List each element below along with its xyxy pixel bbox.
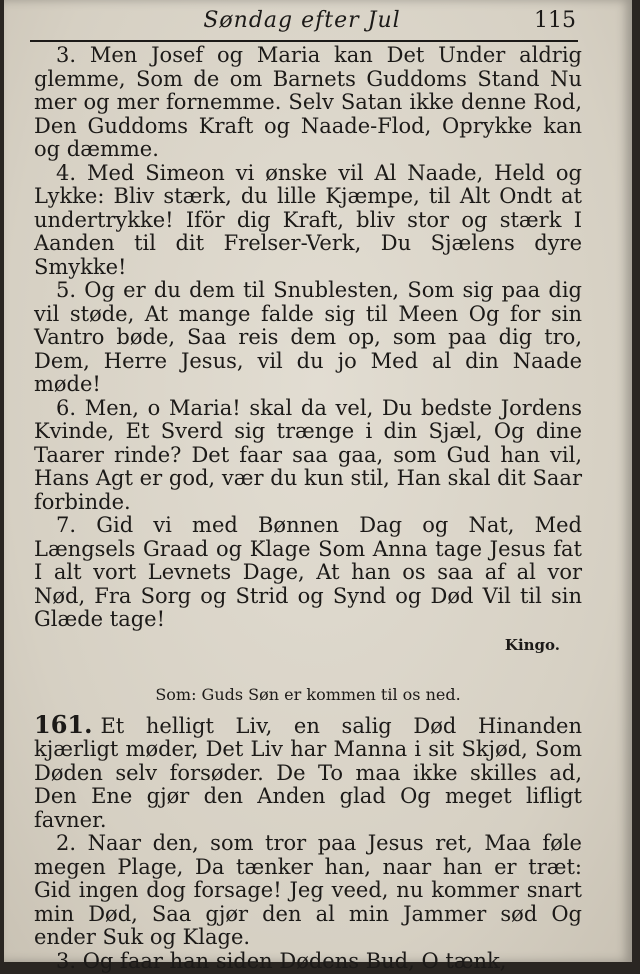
- book-page: [4, 0, 632, 973]
- hymn-161-verse-1: [34, 709, 582, 833]
- header-rule: [30, 40, 578, 42]
- page-body: [34, 44, 582, 974]
- verse: 5. Og er du dem til Snublesten, Som sig paa dig vil støde, At mange falde sig til Meen Og for sin Vantro bøde, Saa reis dem op, som paa dig tro, Dem, Herre Jesus, vil du jo Med al din Naade møde!: [34, 278, 582, 396]
- page-header: [28, 6, 576, 36]
- verse: 4. Med Simeon vi ønske vil Al Naade, Held og Lykke: Bliv stærk, du lille Kjæmpe, til Alt Ondt at undertrykke! Iför dig Kraft, bliv stor og stærk I Aanden til dit Frelser-Verk, Du Sjælens dyre Smykke!: [34, 160, 582, 279]
- page-number: 115: [534, 8, 576, 33]
- verse: 6. Men, o Maria! skal da vel, Du bedste Jordens Kvinde, Et Sverd sig trænge i din Sjæl, Og dine Taarer rinde? Det faar saa gaa, som Gud han vil, Hans Agt er god, vær du kun stil, Han skal dit Saar forbinde.: [34, 395, 582, 514]
- verse: 3. Og faar han siden Dødens Bud, O tænk,: [56, 949, 507, 973]
- author-signature: Kingo.: [504, 635, 560, 654]
- verse: 3. Men Josef og Maria kan Det Under aldrig glemme, Som de om Barnets Guddoms Stand Nu mer og mer fornemme. Selv Satan ikke denne Rod, Den Guddoms Kraft og Naade-Flod, Oprykke kan og dæmme.: [34, 43, 582, 161]
- verse-text: Et helligt Liv, en salig Død Hinanden kjærligt møder, Det Liv har Manna i sit Skjød, Som Døden selv forsøder. De To maa ikke skilles ad, Den Ene gjør den Anden glad Og meget lifligt favner.: [34, 713, 582, 832]
- hymn-number: 161.: [34, 709, 93, 739]
- running-head: Søndag efter Jul: [203, 8, 401, 33]
- tune-reference: Som: Guds Søn er kommen til os ned.: [155, 685, 461, 704]
- verse: 7. Gid vi med Bønnen Dag og Nat, Med Længsels Graad og Klage Som Anna tage Jesus fat I alt vort Levnets Dage, At han os saa af al vor Nød, Fra Sorg og Strid og Synd og Død Vil til sin Glæde tage!: [34, 513, 582, 631]
- verse: 2. Naar den, som tror paa Jesus ret, Maa føle megen Plage, Da tænker han, naar han er træt: Gid ingen dog forsage! Jeg veed, nu kommer snart min Død, Saa gjør den al min Jammer sød Og ender Suk og Klage.: [34, 831, 582, 949]
